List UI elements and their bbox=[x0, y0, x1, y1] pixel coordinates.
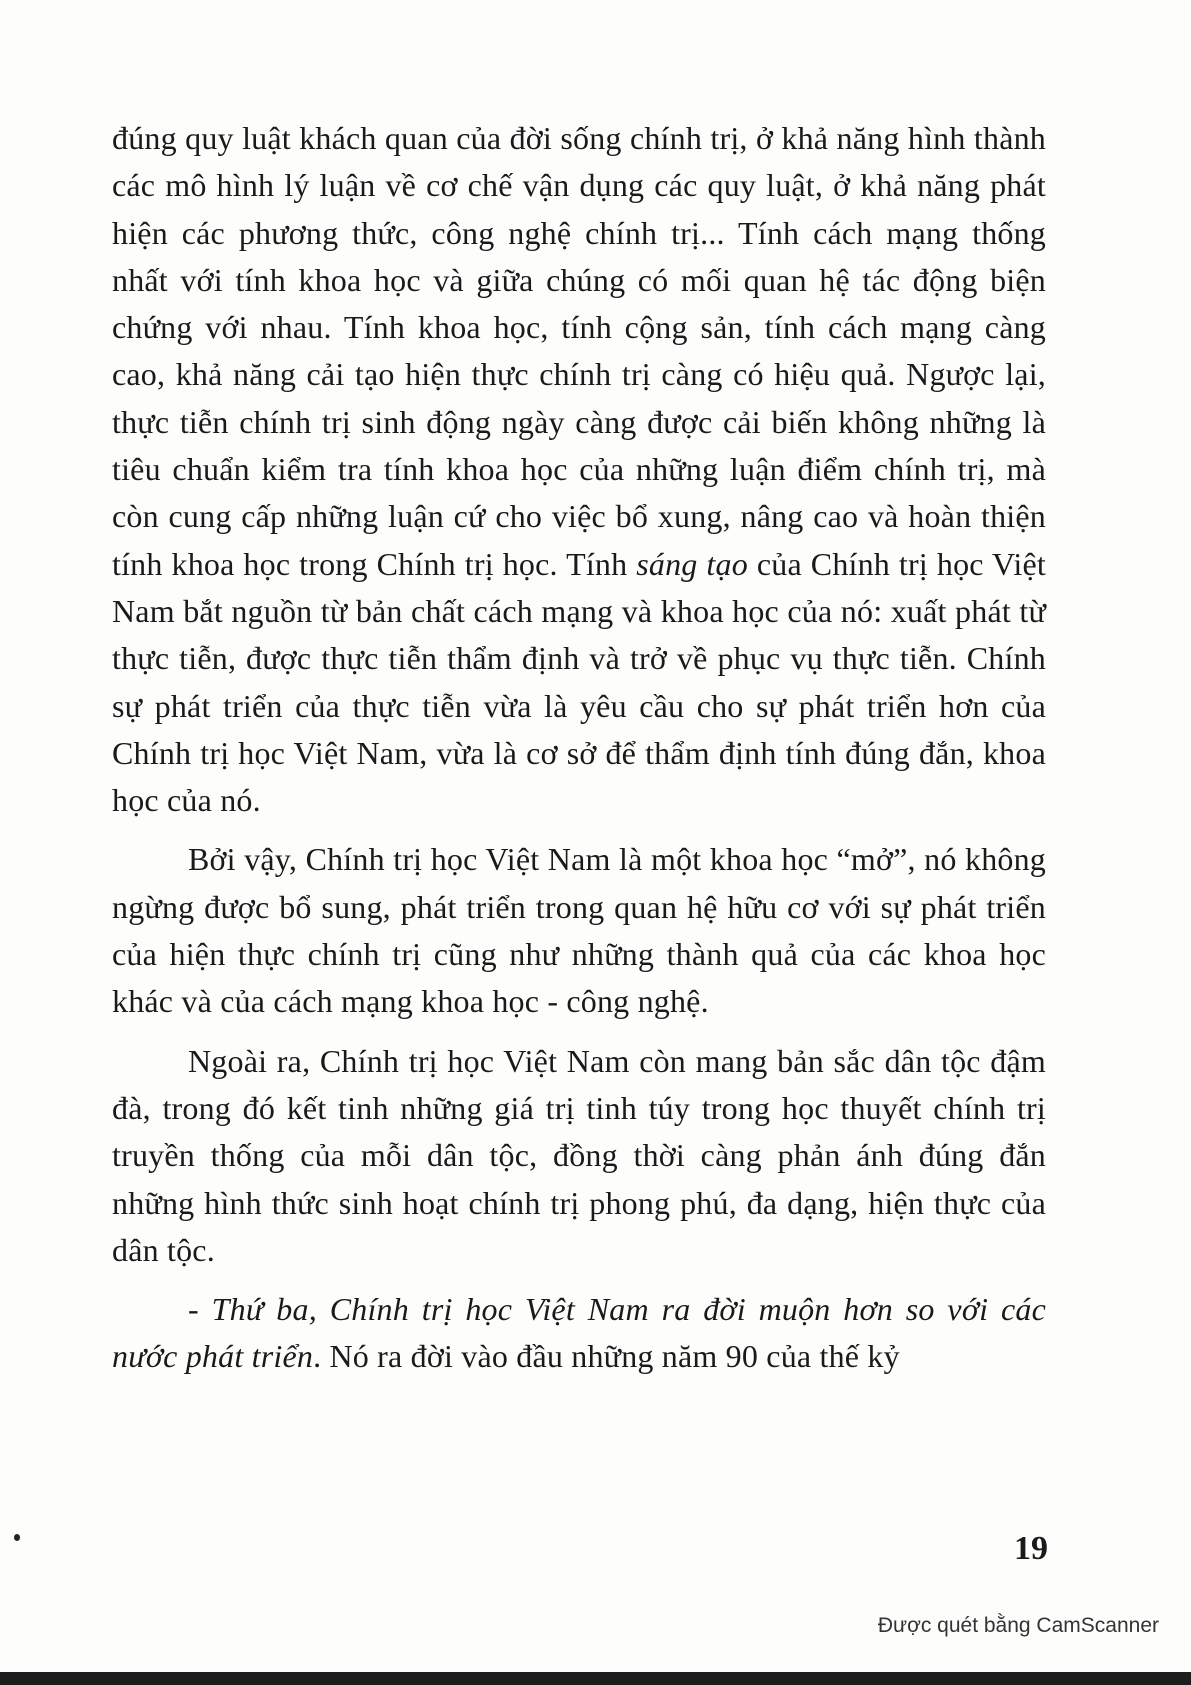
paragraph-4-text: . Nó ra đời vào đầu những năm 90 của thế kỷ bbox=[313, 1338, 900, 1375]
paragraph-continued bbox=[112, 115, 1046, 824]
paragraph-2: Bởi vậy, Chính trị học Việt Nam là một khoa học “mở”, nó không ngừng được bổ sung, phát triển trong quan hệ hữu cơ với sự phát triển của hiện thực chính trị cũng như những thành quả của các khoa học khác và của cách mạng khoa học - công nghệ. bbox=[112, 841, 1046, 1020]
page-number: 19 bbox=[1014, 1530, 1048, 1567]
body-text bbox=[112, 115, 1046, 1381]
paragraph-1-text-a: đúng quy luật khách quan của đời sống chính trị, ở khả năng hình thành các mô hình lý luận về cơ chế vận dụng các quy luật, ở khả năng phát hiện các phương thức, công nghệ chính trị... Tính cách mạng thống nhất với tính khoa học và giữa chúng có mối quan hệ tác động biện chứng với nhau. Tính khoa học, tính cộng sản, tính cách mạng càng cao, khả năng cải tạo hiện thực chính trị càng có hiệu quả. Ngược lại, thực tiễn chính trị sinh động ngày càng được cải biến không những là tiêu chuẩn kiểm tra tính khoa học của những luận điểm chính trị, mà còn cung cấp những luận cứ cho việc bổ xung, nâng cao và hoàn thiện tính khoa học trong Chính trị học. Tính bbox=[112, 120, 1046, 582]
paragraph-1-text-b: của Chính trị học Việt Nam bắt nguồn từ bản chất cách mạng và khoa học của nó: xuất phát từ thực tiễn, được thực tiễn thẩm định và trở về phục vụ thực tiễn. Chính sự phát triển của thực tiễn vừa là yêu cầu cho sự phát triển hơn của Chính trị học Việt Nam, vừa là cơ sở để thẩm định tính đúng đắn, khoa học của nó. bbox=[112, 545, 1047, 819]
bottom-edge-bar bbox=[0, 1672, 1191, 1685]
paragraph-3: Ngoài ra, Chính trị học Việt Nam còn mang bản sắc dân tộc đậm đà, trong đó kết tinh những giá trị tinh túy trong học thuyết chính trị truyền thống của mỗi dân tộc, đồng thời càng phản ánh đúng đắn những hình thức sinh hoạt chính trị phong phú, đa dạng, hiện thực của dân tộc. bbox=[112, 1042, 1046, 1268]
paragraph-4-italic-lead: - Thứ ba, Chính trị học Việt Nam ra đời muộn hơn so với các nước phát triển bbox=[112, 1291, 1046, 1375]
paragraph-4 bbox=[112, 1286, 1046, 1381]
camscanner-watermark: Được quét bằng CamScanner bbox=[877, 1614, 1159, 1637]
scan-speck bbox=[14, 1534, 20, 1541]
paragraph-1-italic-term: sáng tạo bbox=[636, 545, 748, 582]
